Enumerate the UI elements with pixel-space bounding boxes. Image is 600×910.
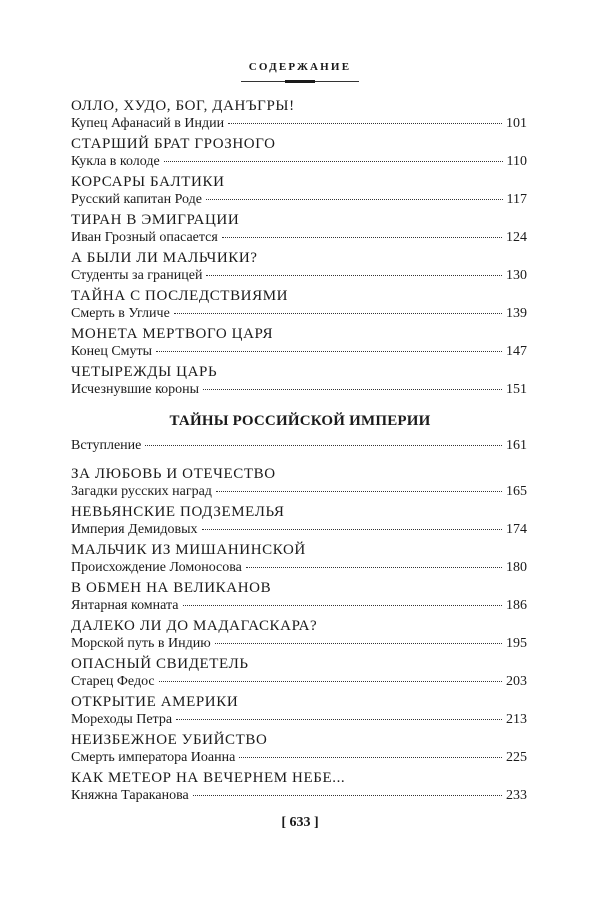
toc-entry-subtitle: Империя Демидовых <box>71 522 198 537</box>
toc-entry-title: ЧЕТЫРЕЖДЫ ЦАРЬ <box>71 364 218 380</box>
toc-part-1 <box>71 97 527 401</box>
toc-entry-title: ДАЛЕКО ЛИ ДО МАДАГАСКАРА? <box>71 618 318 634</box>
toc-entry-subtitle: Смерть в Угличе <box>71 306 170 321</box>
toc-page-number: 180 <box>506 560 527 575</box>
page-number: [ 633 ] <box>281 815 319 830</box>
head-ornament-rule <box>241 81 359 82</box>
dot-leader <box>159 681 502 682</box>
toc-entry-line <box>71 597 527 614</box>
toc-entry[interactable] <box>71 579 527 617</box>
toc-entry[interactable] <box>71 541 527 579</box>
toc-entry-subtitle: Мореходы Петра <box>71 712 173 727</box>
toc-page-number: 130 <box>506 268 527 283</box>
toc-entry-title: А БЫЛИ ЛИ МАЛЬЧИКИ? <box>71 250 258 266</box>
toc-entry-subtitle: Купец Афанасий в Индии <box>71 116 225 131</box>
toc-entry-title: СТАРШИЙ БРАТ ГРОЗНОГО <box>71 136 276 152</box>
toc-entry-line <box>71 521 527 538</box>
toc-entry-subtitle: Морской путь в Индию <box>71 636 211 651</box>
toc-entry-line <box>71 483 527 500</box>
dot-leader <box>156 351 502 352</box>
toc-entry-subtitle: Старец Федос <box>71 674 155 689</box>
toc-entry[interactable] <box>71 173 527 211</box>
toc-page-number: 203 <box>506 674 527 689</box>
toc-entry-title: КАК МЕТЕОР НА ВЕЧЕРНЕМ НЕБЕ... <box>71 770 346 786</box>
toc-entry-subtitle: Иван Грозный опасается <box>71 230 218 245</box>
toc-entry-title: В ОБМЕН НА ВЕЛИКАНОВ <box>71 580 272 596</box>
dot-leader <box>164 161 503 162</box>
toc-entry-subtitle: Загадки русских наград <box>71 484 212 499</box>
toc-entry-subtitle: Княжна Тараканова <box>71 788 189 803</box>
toc-page-number: 233 <box>506 788 527 803</box>
toc-entry-subtitle: Происхождение Ломоносова <box>71 560 242 575</box>
toc-entry-line <box>71 305 527 322</box>
toc-page-number: 174 <box>506 522 527 537</box>
toc-entry-line <box>71 787 527 804</box>
toc-page-number: 139 <box>506 306 527 321</box>
toc-entry[interactable] <box>71 731 527 769</box>
toc-page-number: 161 <box>506 438 527 453</box>
dot-leader <box>228 123 502 124</box>
toc-entry-title: НЕВЬЯНСКИЕ ПОДЗЕМЕЛЬЯ <box>71 504 285 520</box>
toc-entry-line <box>71 191 527 208</box>
toc-entry[interactable] <box>71 135 527 173</box>
dot-leader <box>174 313 502 314</box>
toc-entry[interactable] <box>71 249 527 287</box>
toc-entry[interactable] <box>71 287 527 325</box>
toc-entry-title: ОЛЛО, ХУДО, БОГ, ДАНЪГРЫ! <box>71 98 295 114</box>
toc-entry-title: КОРСАРЫ БАЛТИКИ <box>71 174 225 190</box>
toc-entry-line <box>71 115 527 132</box>
toc-part-2 <box>71 437 527 807</box>
toc-page-number: 117 <box>506 192 527 207</box>
toc-page-number: 124 <box>506 230 527 245</box>
toc-entry-line <box>71 381 527 398</box>
toc-page-number: 110 <box>506 154 527 169</box>
toc-entry-line <box>71 711 527 728</box>
toc-entry-line <box>71 267 527 284</box>
toc-entry-line <box>71 153 527 170</box>
running-head: СОДЕРЖАНИЕ <box>248 61 352 73</box>
toc-page-number: 151 <box>506 382 527 397</box>
toc-entry-intro[interactable] <box>71 437 527 465</box>
dot-leader <box>216 491 502 492</box>
toc-entry-subtitle: Кукла в колоде <box>71 154 160 169</box>
toc-entry-line <box>71 343 527 360</box>
dot-leader <box>193 795 502 796</box>
toc-entry-title: ТИРАН В ЭМИГРАЦИИ <box>71 212 240 228</box>
toc-entry-title: ЗА ЛЮБОВЬ И ОТЕЧЕСТВО <box>71 466 276 482</box>
toc-entry-title: МАЛЬЧИК ИЗ МИШАНИНСКОЙ <box>71 542 306 558</box>
toc-entry-subtitle: Янтарная комната <box>71 598 179 613</box>
toc-page-number: 147 <box>506 344 527 359</box>
toc-entry[interactable] <box>71 503 527 541</box>
section-title: ТАЙНЫ РОССИЙСКОЙ ИМПЕРИИ <box>169 413 431 429</box>
toc-entry[interactable] <box>71 655 527 693</box>
toc-entry[interactable] <box>71 617 527 655</box>
toc-entry-subtitle: Русский капитан Роде <box>71 192 202 207</box>
toc-entry-line <box>71 559 527 576</box>
toc-entry-title: ОПАСНЫЙ СВИДЕТЕЛЬ <box>71 656 249 672</box>
toc-entry[interactable] <box>71 97 527 135</box>
dot-leader <box>206 275 502 276</box>
toc-entry[interactable] <box>71 465 527 503</box>
toc-entry-subtitle: Студенты за границей <box>71 268 203 283</box>
dot-leader <box>145 445 502 446</box>
toc-entry-subtitle: Конец Смуты <box>71 344 153 359</box>
dot-leader <box>203 389 502 390</box>
toc-entry-label: Вступление <box>71 438 142 453</box>
toc-entry-subtitle: Смерть императора Иоанна <box>71 750 236 765</box>
toc-entry-line <box>71 673 527 690</box>
toc-page-number: 213 <box>506 712 527 727</box>
dot-leader <box>222 237 502 238</box>
toc-page-number: 195 <box>506 636 527 651</box>
dot-leader <box>176 719 502 720</box>
dot-leader <box>202 529 502 530</box>
toc-entry-line <box>71 749 527 766</box>
dot-leader <box>215 643 502 644</box>
toc-entry[interactable] <box>71 769 527 807</box>
toc-entry[interactable] <box>71 693 527 731</box>
toc-entry-line <box>71 437 527 454</box>
toc-entry[interactable] <box>71 211 527 249</box>
toc-entry[interactable] <box>71 325 527 363</box>
toc-entry[interactable] <box>71 363 527 401</box>
toc-entry-title: ТАЙНА С ПОСЛЕДСТВИЯМИ <box>71 288 289 304</box>
toc-page-number: 101 <box>506 116 527 131</box>
toc-entry-title: ОТКРЫТИЕ АМЕРИКИ <box>71 694 239 710</box>
toc-page-number: 165 <box>506 484 527 499</box>
toc-entry-title: НЕИЗБЕЖНОЕ УБИЙСТВО <box>71 732 268 748</box>
dot-leader <box>239 757 502 758</box>
toc-page-number: 225 <box>506 750 527 765</box>
toc-entry-title: МОНЕТА МЕРТВОГО ЦАРЯ <box>71 326 274 342</box>
dot-leader <box>246 567 502 568</box>
toc-entry-line <box>71 635 527 652</box>
toc-page-number: 186 <box>506 598 527 613</box>
dot-leader <box>183 605 502 606</box>
dot-leader <box>206 199 503 200</box>
toc-entry-line <box>71 229 527 246</box>
toc-entry-subtitle: Исчезнувшие короны <box>71 382 200 397</box>
